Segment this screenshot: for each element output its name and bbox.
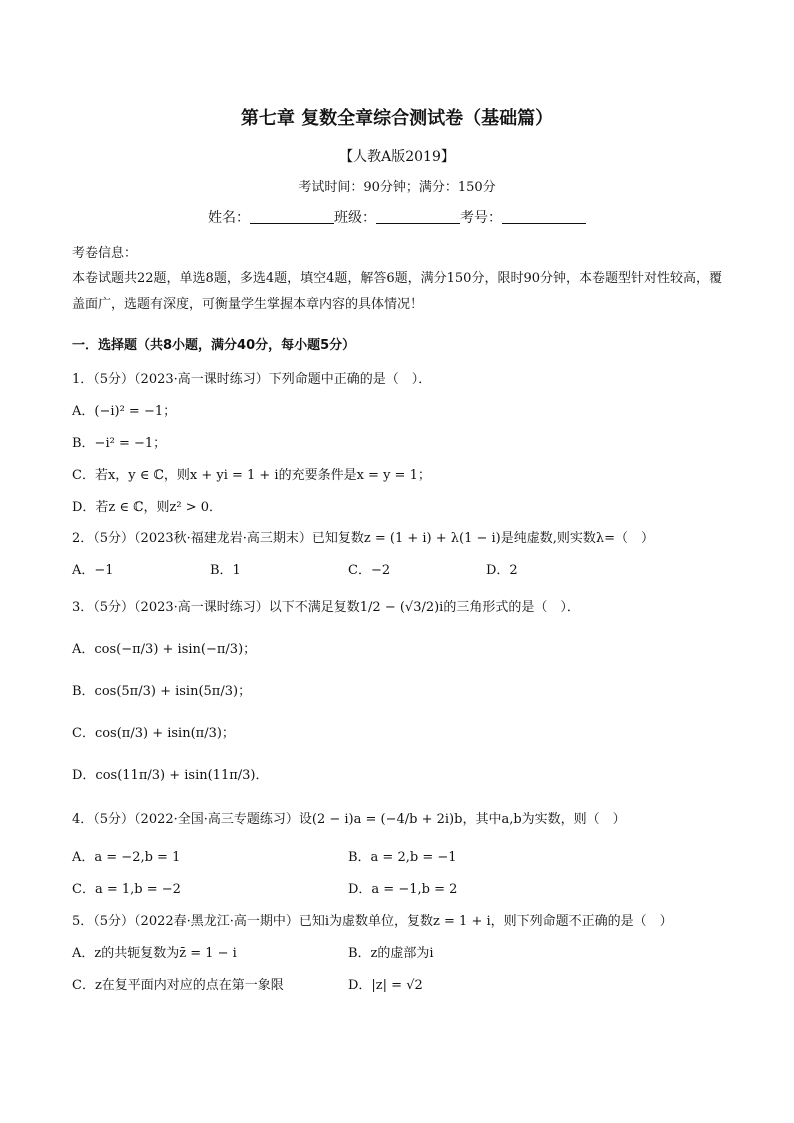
question-2-option-c: C．−2 [348, 563, 391, 578]
question-1-stem: 1．（5分）（2023·高一课时练习）下列命题中正确的是（ ）． [72, 372, 432, 387]
question-4-option-d: D．a = −1,b = 2 [348, 882, 458, 897]
question-3-stem: 3．（5分）（2023·高一课时练习）以下不满足复数1/2 − (√3/2)i的三角形式的是（ ）． [72, 600, 580, 615]
question-2-option-b: B．1 [210, 563, 241, 578]
exam-time-score: 考试时间：90分钟；满分：150分 [298, 180, 496, 195]
question-2-option-a: A．−1 [72, 563, 114, 578]
question-5-option-c: C．z在复平面内对应的点在第一象限 [72, 978, 284, 993]
id-label: 考号： [460, 210, 502, 226]
id-blank[interactable] [502, 209, 586, 224]
question-4-option-a: A．a = −2,b = 1 [72, 850, 181, 865]
question-1-option-a: A．(−i)² = −1； [72, 404, 177, 419]
section-heading: 一．选择题（共8小题，满分40分，每小题5分） [72, 338, 356, 353]
question-3-option-a: A．cos(−π/3) + isin(−π/3)； [72, 642, 257, 657]
question-1-option-c: C．若x，y ∈ ℂ，则x + yi = 1 + i的充要条件是x = y = 1； [72, 468, 431, 483]
question-5-option-b: B．z的虚部为i [348, 946, 434, 961]
question-5-option-d: D．|z| = √2 [348, 978, 423, 993]
question-4-stem: 4．（5分）（2022·全国·高三专题练习）设(2 − i)a = (−4/b + 2i)b，其中a,b为实数，则（ ） [72, 812, 626, 827]
question-5-stem: 5．（5分）（2022春·黑龙江·高一期中）已知i为虚数单位，复数z = 1 + i，则下列命题不正确的是（ ） [72, 914, 673, 929]
info-heading: 考卷信息： [72, 246, 138, 261]
question-1-option-d: D．若z ∈ ℂ，则z² > 0． [72, 500, 222, 515]
class-label: 班级： [334, 210, 376, 226]
question-4-option-b: B．a = 2,b = −1 [348, 850, 457, 865]
question-3-option-b: B．cos(5π/3) + isin(5π/3)； [72, 684, 252, 699]
student-fields [0, 207, 794, 227]
page-title: 第七章 复数全章综合测试卷（基础篇） [240, 108, 554, 129]
question-4-option-c: C．a = 1,b = −2 [72, 882, 181, 897]
class-blank[interactable] [376, 209, 460, 224]
question-1-option-b: B．−i² = −1； [72, 436, 167, 451]
question-3-option-d: D．cos(11π/3) + isin(11π/3)． [72, 768, 269, 783]
info-body: 本卷试题共22题，单选8题，多选4题，填空4题，解答6题，满分150分，限时90分钟，本卷题型针对性较高，覆盖面广，选题有深度，可衡量学生掌握本章内容的具体情况！ [72, 271, 722, 312]
question-3-option-c: C．cos(π/3) + isin(π/3)； [72, 726, 235, 741]
name-label: 姓名： [208, 210, 250, 226]
question-2-stem: 2．（5分）（2023秋·福建龙岩·高三期末）已知复数z = (1 + i) + λ(1 − i)是纯虚数,则实数λ=（ ） [72, 531, 655, 546]
question-5-option-a: A．z的共轭复数为z̄ = 1 − i [72, 946, 237, 961]
name-blank[interactable] [250, 209, 334, 224]
question-2-option-d: D．2 [486, 563, 518, 578]
edition-subtitle: 【人教A版2019】 [339, 149, 455, 165]
